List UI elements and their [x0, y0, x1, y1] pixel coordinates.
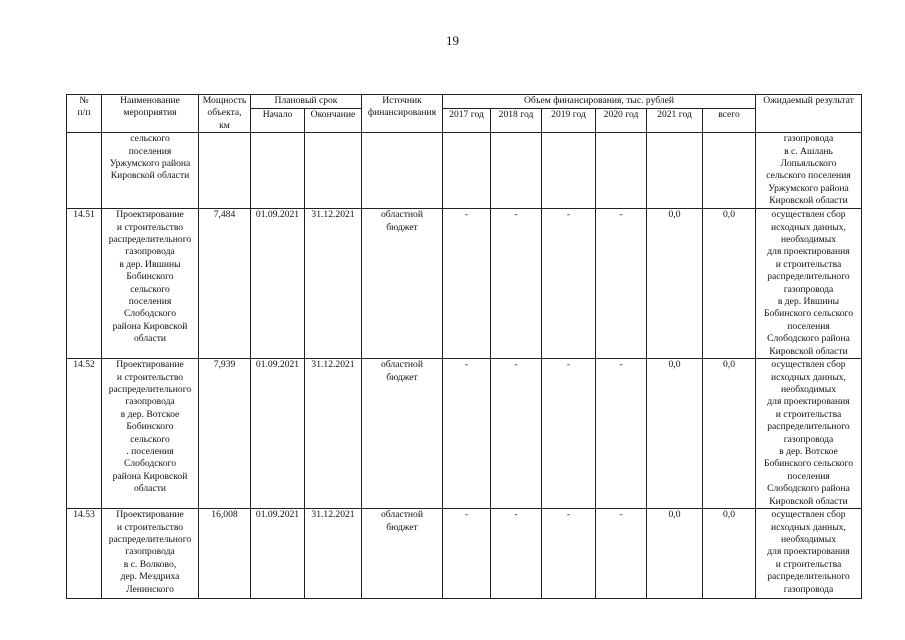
row-total: 0,0 — [703, 359, 756, 509]
header-year-2018: 2018 год — [491, 109, 542, 133]
row-start: 01.09.2021 — [251, 209, 305, 359]
row-2021: 0,0 — [647, 509, 703, 599]
header-num: № п/п — [67, 95, 102, 133]
row-num: 14.51 — [67, 209, 102, 359]
table-row — [67, 359, 862, 509]
header-planned: Плановый срок — [251, 95, 362, 109]
financing-table — [66, 94, 862, 599]
row-end: 31.12.2021 — [305, 509, 362, 599]
row-2017: - — [443, 509, 491, 599]
header-source: Источник финансирования — [362, 95, 443, 133]
row-end: 31.12.2021 — [305, 359, 362, 509]
row-start: 01.09.2021 — [251, 509, 305, 599]
table-row — [67, 209, 862, 359]
header-name: Наименование мероприятия — [102, 95, 199, 133]
row-power: 7,939 — [199, 359, 251, 509]
row-end: 31.12.2021 — [305, 209, 362, 359]
table-row-continuation — [67, 133, 862, 209]
row-2020: - — [596, 209, 647, 359]
header-start: Начало — [251, 109, 305, 133]
header-result: Ожидаемый результат — [756, 95, 862, 133]
row-2021: 0,0 — [647, 359, 703, 509]
header-end: Окончание — [305, 109, 362, 133]
row-power: 7,484 — [199, 209, 251, 359]
row-num: 14.52 — [67, 359, 102, 509]
row-2018: - — [491, 509, 542, 599]
table-row — [67, 509, 862, 599]
row-total: 0,0 — [703, 509, 756, 599]
row-total: 0,0 — [703, 209, 756, 359]
row-2019: - — [542, 509, 596, 599]
header-year-2019: 2019 год — [542, 109, 596, 133]
row-2017: - — [443, 209, 491, 359]
row-2017: - — [443, 359, 491, 509]
row-name: Проектирование и строительство распределительного газопровода в дер. Ившины Бобинского сельского поселения Слободского района Кировской области — [102, 209, 199, 359]
row-source: областной бюджет — [362, 209, 443, 359]
cont-name: сельского поселения Уржумского района Кировской области — [102, 133, 199, 209]
page-number: 19 — [446, 33, 459, 48]
row-start: 01.09.2021 — [251, 359, 305, 509]
header-power: Мощность объекта, км — [199, 95, 251, 133]
header-volume: Объем финансирования, тыс. рублей — [443, 95, 756, 109]
row-2020: - — [596, 359, 647, 509]
row-2021: 0,0 — [647, 209, 703, 359]
row-name: Проектирование и строительство распределительного газопровода в дер. Вотское Бобинского сельского . поселения Слободского района Кировской области — [102, 359, 199, 509]
header-year-2021: 2021 год — [647, 109, 703, 133]
row-2018: - — [491, 359, 542, 509]
header-total: всего — [703, 109, 756, 133]
row-result: осуществлен сбор исходных данных, необходимых для проектирования и строительства распределительного газопровода в дер. Ившины Бобинского сельского поселения Слободского района Кировской области — [756, 209, 862, 359]
cont-result: газопровода в с. Ашлань Лопьяльского сельского поселения Уржумского района Кировской области — [756, 133, 862, 209]
row-2018: - — [491, 209, 542, 359]
row-source: областной бюджет — [362, 509, 443, 599]
row-name: Проектирование и строительство распределительного газопровода в с. Волково, дер. Мездриха Ленинского — [102, 509, 199, 599]
row-2020: - — [596, 509, 647, 599]
row-source: областной бюджет — [362, 359, 443, 509]
row-power: 16,008 — [199, 509, 251, 599]
row-num: 14.53 — [67, 509, 102, 599]
header-year-2017: 2017 год — [443, 109, 491, 133]
row-result: осуществлен сбор исходных данных, необходимых для проектирования и строительства распределительного газопровода в дер. Вотское Бобинского сельского поселения Слободского района Кировской области — [756, 359, 862, 509]
header-year-2020: 2020 год — [596, 109, 647, 133]
row-result: осуществлен сбор исходных данных, необходимых для проектирования и строительства распределительного газопровода — [756, 509, 862, 599]
row-2019: - — [542, 359, 596, 509]
row-2019: - — [542, 209, 596, 359]
